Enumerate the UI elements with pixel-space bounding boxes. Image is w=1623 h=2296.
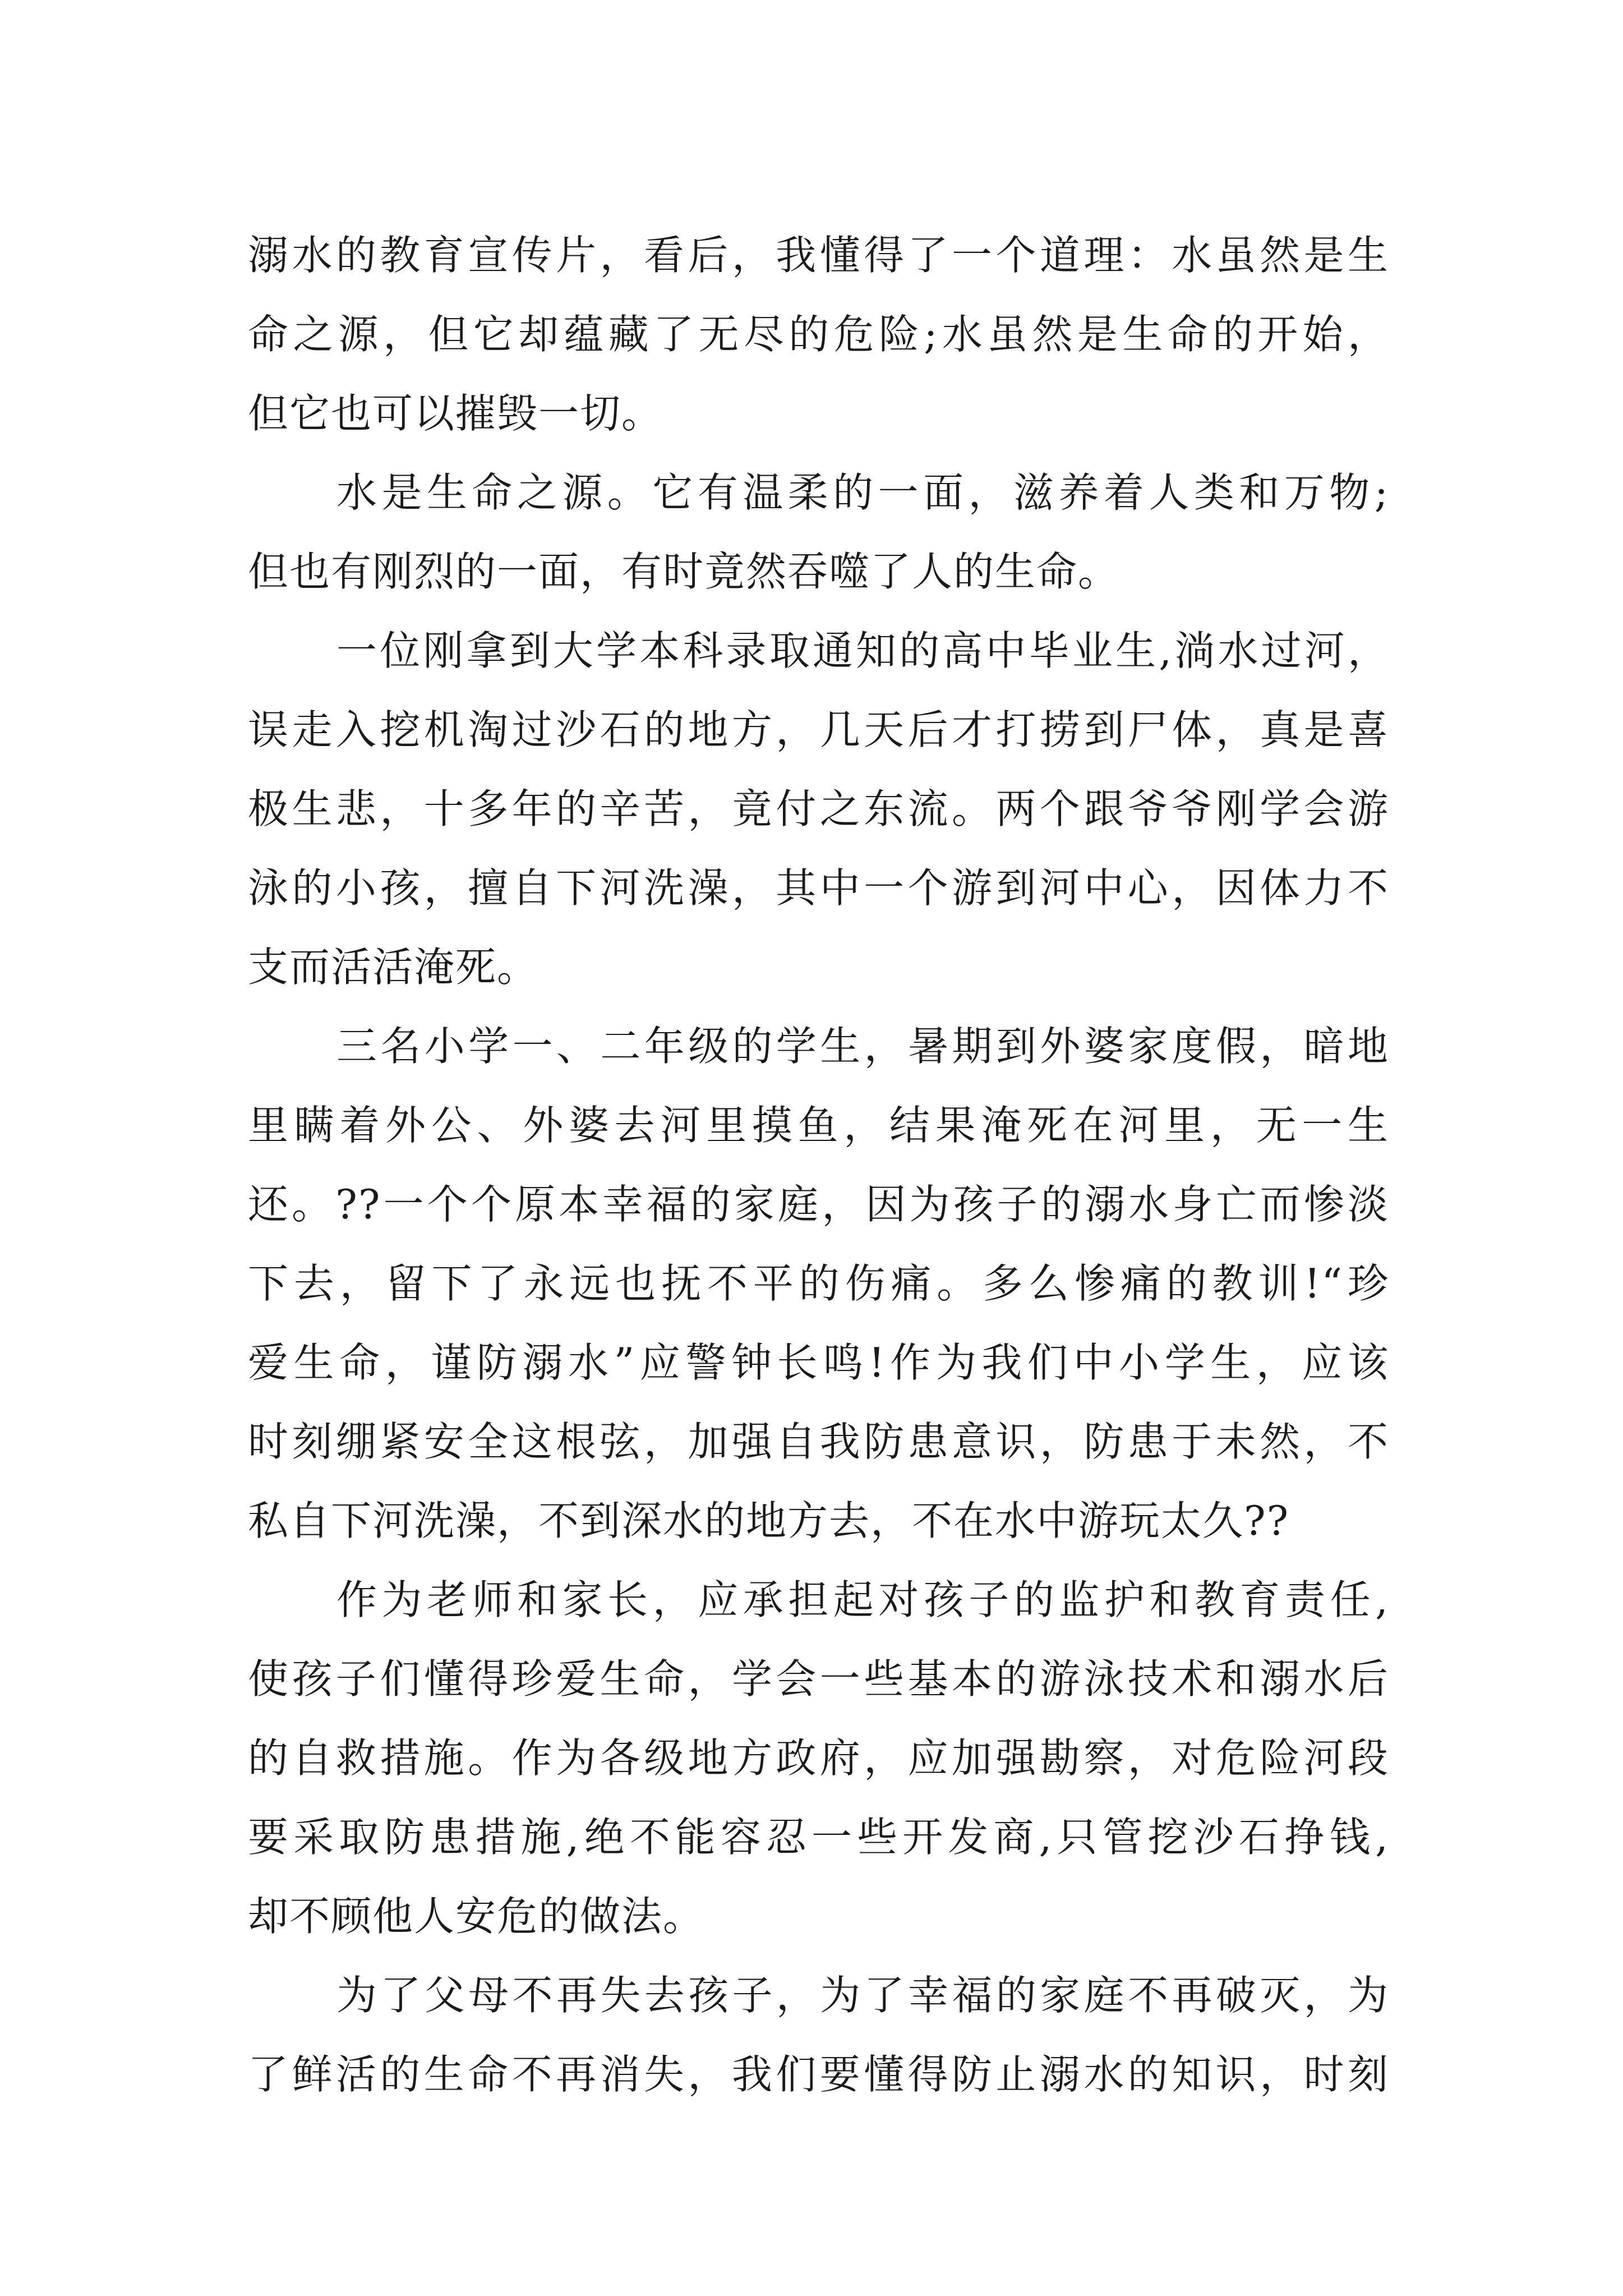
text-line: 时刻绷紧安全这根弦，加强自我防患意识，防患于未然，不: [248, 1418, 1389, 1465]
text-line: 要采取防患措施,绝不能容忍一些开发商,只管挖沙石挣钱,: [248, 1814, 1389, 1861]
paragraph-first-line: 为了父母不再失去孩子，为了幸福的家庭不再破灭，为: [336, 1972, 1389, 2019]
text-line: 了鲜活的生命不再消失，我们要懂得防止溺水的知识，时刻: [248, 2051, 1389, 2098]
text-line: 极生悲，十多年的辛苦，竟付之东流。两个跟爷爷刚学会游: [248, 785, 1389, 832]
paragraph-first-line: 水是生命之源。它有温柔的一面，滋养着人类和万物;: [336, 469, 1389, 516]
text-line: 命之源，但它却蕴藏了无尽的危险;水虽然是生命的开始，: [248, 311, 1389, 358]
text-line: 使孩子们懂得珍爱生命，学会一些基本的游泳技术和溺水后: [248, 1655, 1389, 1703]
paragraph-first-line: 作为老师和家长，应承担起对孩子的监护和教育责任,: [336, 1576, 1389, 1623]
text-line: 溺水的教育宣传片，看后，我懂得了一个道理：水虽然是生: [248, 232, 1389, 279]
text-line: 爱生命，谨防溺水”应警钟长鸣!作为我们中小学生，应该: [248, 1339, 1389, 1386]
paragraph-first-line: 三名小学一、二年级的学生，暑期到外婆家度假，暗地: [336, 1023, 1389, 1070]
text-line: 里瞒着外公、外婆去河里摸鱼，结果淹死在河里，无一生: [248, 1102, 1389, 1149]
text-line: 的自救措施。作为各级地方政府，应加强勘察，对危险河段: [248, 1734, 1389, 1782]
text-line: 误走入挖机淘过沙石的地方，几天后才打捞到尸体，真是喜: [248, 706, 1389, 753]
text-line: 还。??一个个原本幸福的家庭，因为孩子的溺水身亡而惨淡: [248, 1181, 1389, 1228]
text-line: 私自下河洗澡，不到深水的地方去，不在水中游玩太久??: [248, 1497, 1290, 1544]
text-line: 泳的小孩，擅自下河洗澡，其中一个游到河中心，因体力不: [248, 864, 1389, 912]
text-line: 但它也可以摧毁一切。: [248, 390, 663, 437]
text-line: 但也有刚烈的一面，有时竟然吞噬了人的生命。: [248, 548, 1120, 595]
text-line: 支而活活淹死。: [248, 944, 539, 991]
text-line: 却不顾他人安危的做法。: [248, 1893, 705, 1940]
paragraph-first-line: 一位刚拿到大学本科录取通知的高中毕业生,淌水过河，: [336, 627, 1389, 674]
text-line: 下去，留下了永远也抚不平的伤痛。多么惨痛的教训!“珍: [248, 1260, 1389, 1307]
